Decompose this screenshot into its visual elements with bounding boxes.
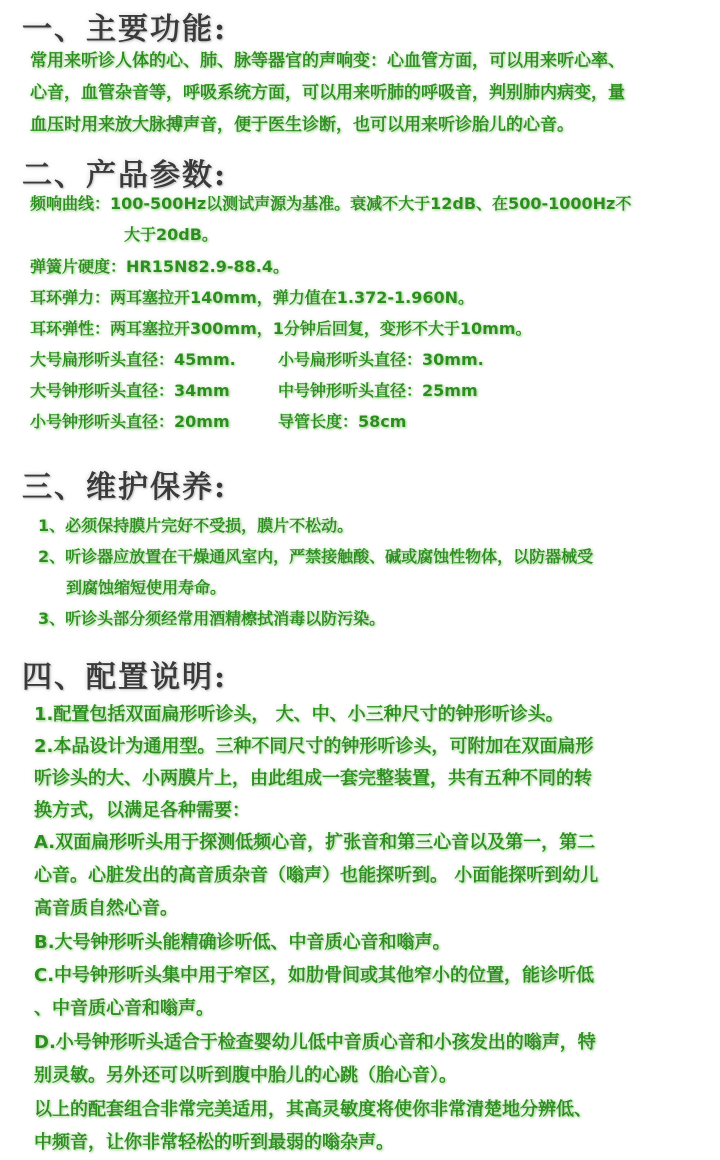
config-line-14: 中频音，让你非常轻松的听到最弱的嗡杂声。 (34, 1132, 394, 1153)
config-line-12: 别灵敏。另外还可以听到腹中胎儿的心跳（胎心音）。 (34, 1065, 457, 1086)
params-line-1: 频响曲线：100-500Hz以测试声源为基准。衰减不大于12dB、在500-1000Hz不 (30, 194, 632, 213)
section-heading-params: 二、产品参数: (22, 158, 228, 193)
config-line-10: 、中音质心音和嗡声。 (34, 998, 214, 1019)
config-line-9: C.中号钟形听头集中用于窄区，如肋骨间或其他窄小的位置，能诊听低 (34, 965, 595, 986)
config-line-4: 换方式，以满足各种需要： (34, 800, 250, 821)
section-heading-functions: 一、主要功能: (22, 12, 228, 47)
params-large-bell-diameter: 大号钟形听头直径：34mm (30, 381, 230, 400)
config-line-7: 高音质自然心音。 (34, 898, 178, 919)
params-line-4: 耳环弹力：两耳塞拉开140mm，弹力值在1.372-1.960N。 (30, 288, 474, 307)
section-heading-config: 四、配置说明: (22, 660, 228, 695)
config-line-6: 心音。心脏发出的高音质杂音（嗡声）也能探听到。 小面能探听到幼儿 (34, 865, 599, 886)
maintenance-line-3: 到腐蚀缩短使用寿命。 (66, 578, 227, 597)
section-heading-maintenance: 三、维护保养: (22, 470, 228, 505)
maintenance-line-1: 1、必须保持膜片完好不受损，膜片不松动。 (38, 516, 354, 535)
config-line-5: A.双面扁形听头用于探测低频心音，扩张音和第三心音以及第一，第二 (34, 832, 596, 853)
config-line-11: D.小号钟形听头适合于检查婴幼儿低中音质心音和小孩发出的嗡声，特 (34, 1032, 596, 1053)
functions-line-3: 血压时用来放大脉搏声音，便于医生诊断，也可以用来听诊胎儿的心音。 (30, 115, 574, 135)
functions-line-1: 常用来听诊人体的心、肺、脉等器官的声响变：心血管方面，可以用来听心率、 (30, 51, 625, 71)
config-line-2: 2.本品设计为通用型。三种不同尺寸的钟形听诊头，可附加在双面扁形 (34, 736, 594, 757)
config-line-1: 1.配置包括双面扁形听诊头， 大、中、小三种尺寸的钟形听诊头。 (34, 704, 564, 725)
config-line-13: 以上的配套组合非常完美适用，其高灵敏度将使你非常清楚地分辨低、 (34, 1099, 592, 1120)
maintenance-line-4: 3、听诊头部分须经常用酒精檫拭消毒以防污染。 (38, 609, 386, 628)
params-medium-bell-diameter: 中号钟形听头直径：25mm (278, 381, 478, 400)
config-line-8: B.大号钟形听头能精确诊听低、中音质心音和嗡声。 (34, 932, 451, 953)
params-tube-length: 导管长度：58cm (278, 412, 407, 431)
params-small-bell-diameter: 小号钟形听头直径：20mm (30, 412, 230, 431)
params-line-2: 大于20dB。 (124, 225, 218, 244)
maintenance-line-2: 2、听诊器应放置在干燥通风室内，严禁接触酸、碱或腐蚀性物体，以防器械受 (38, 547, 594, 566)
params-line-3: 弹簧片硬度：HR15N82.9-88.4。 (30, 257, 289, 276)
params-small-flat-diameter: 小号扁形听头直径：30mm. (278, 350, 484, 369)
config-line-3: 听诊头的大、小两膜片上，由此组成一套完整装置，共有五种不同的转 (34, 768, 592, 789)
functions-line-2: 心音，血管杂音等，呼吸系统方面，可以用来听肺的呼吸音，判别肺内病变，量 (30, 83, 625, 103)
params-line-5: 耳环弹性：两耳塞拉开300mm，1分钟后回复，变形不大于10mm。 (30, 319, 532, 338)
params-large-flat-diameter: 大号扁形听头直径：45mm. (30, 350, 236, 369)
